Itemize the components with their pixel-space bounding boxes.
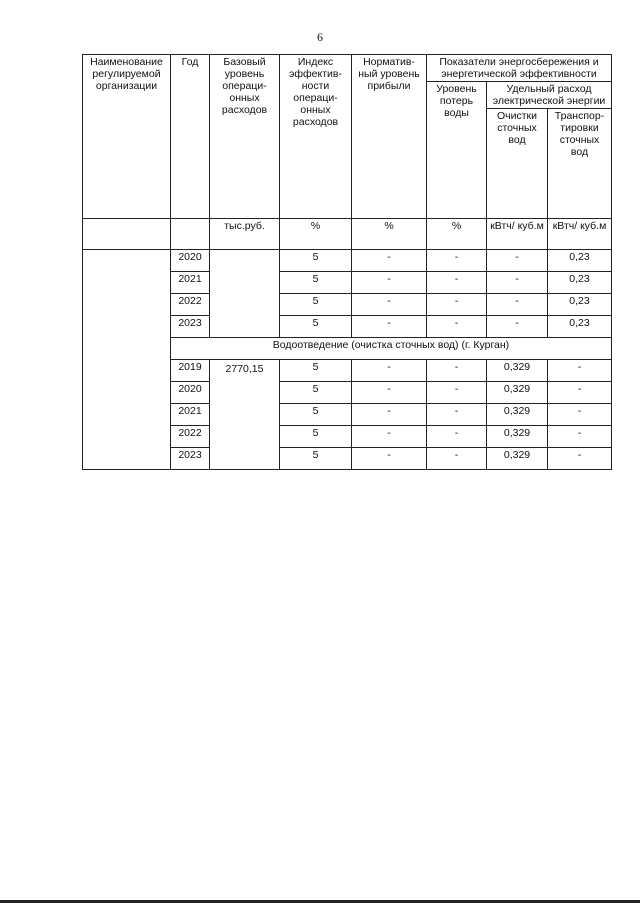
tariff-table [82, 54, 612, 470]
loss-level-cell: - [427, 272, 487, 294]
loss-level-cell: - [427, 382, 487, 404]
treatment-cell: 0,329 [487, 426, 548, 448]
transport-cell: 0,23 [548, 294, 612, 316]
section-title: Водоотведение (очистка сточных вод) (г. Курган) [171, 338, 612, 360]
year-cell: 2020 [171, 382, 210, 404]
efficiency-index-cell: 5 [280, 382, 352, 404]
profit-level-cell: - [352, 426, 427, 448]
header-profit-level: Норматив- ный уровень прибыли [352, 55, 427, 219]
year-cell: 2022 [171, 294, 210, 316]
loss-level-cell: - [427, 250, 487, 272]
unit-loss-level: % [427, 219, 487, 250]
org-cell [83, 250, 171, 470]
loss-level-cell: - [427, 360, 487, 382]
transport-cell: - [548, 448, 612, 470]
page-bottom-rule [0, 900, 640, 903]
year-cell: 2021 [171, 272, 210, 294]
loss-level-cell: - [427, 294, 487, 316]
transport-cell: - [548, 404, 612, 426]
efficiency-index-cell: 5 [280, 426, 352, 448]
profit-level-cell: - [352, 316, 427, 338]
transport-cell: - [548, 426, 612, 448]
base-costs-cell [210, 250, 280, 338]
header-wastewater-treatment: Очистки сточных вод [487, 109, 548, 219]
header-year: Год [171, 55, 210, 219]
profit-level-cell: - [352, 404, 427, 426]
header-org: Наименование регулируемой организации [83, 55, 171, 219]
transport-cell: 0,23 [548, 316, 612, 338]
profit-level-cell: - [352, 272, 427, 294]
year-cell: 2019 [171, 360, 210, 382]
loss-level-cell: - [427, 404, 487, 426]
unit-wastewater-transport: кВтч/ куб.м [548, 219, 612, 250]
header-efficiency-index: Индекс эффектив- ности операци- онных расходов [280, 55, 352, 219]
efficiency-index-cell: 5 [280, 360, 352, 382]
loss-level-cell: - [427, 426, 487, 448]
profit-level-cell: - [352, 250, 427, 272]
header-energy-group: Показатели энергосбережения и энергетической эффективности [427, 55, 612, 82]
page-number: 6 [317, 30, 323, 44]
year-cell: 2023 [171, 448, 210, 470]
profit-level-cell: - [352, 448, 427, 470]
transport-cell: - [548, 360, 612, 382]
transport-cell: 0,23 [548, 272, 612, 294]
unit-efficiency-index: % [280, 219, 352, 250]
loss-level-cell: - [427, 448, 487, 470]
loss-level-cell: - [427, 316, 487, 338]
treatment-cell: - [487, 294, 548, 316]
treatment-cell: - [487, 250, 548, 272]
unit-profit-level: % [352, 219, 427, 250]
profit-level-cell: - [352, 294, 427, 316]
transport-cell: - [548, 382, 612, 404]
transport-cell: 0,23 [548, 250, 612, 272]
header-base-costs: Базовый уровень операци- онных расходов [210, 55, 280, 219]
treatment-cell: - [487, 316, 548, 338]
header-row-1 [83, 55, 612, 82]
treatment-cell: 0,329 [487, 448, 548, 470]
treatment-cell: 0,329 [487, 382, 548, 404]
year-cell: 2023 [171, 316, 210, 338]
efficiency-index-cell: 5 [280, 404, 352, 426]
efficiency-index-cell: 5 [280, 250, 352, 272]
header-wastewater-transport: Транспор- тировки сточных вод [548, 109, 612, 219]
unit-base-costs: тыс.руб. [210, 219, 280, 250]
table-row [83, 250, 612, 272]
header-loss-level: Уровень потерь воды [427, 82, 487, 219]
year-cell: 2022 [171, 426, 210, 448]
year-cell: 2021 [171, 404, 210, 426]
header-specific-consumption: Удельный расход электрической энергии [487, 82, 612, 109]
units-row [83, 219, 612, 250]
efficiency-index-cell: 5 [280, 272, 352, 294]
year-cell: 2020 [171, 250, 210, 272]
base-costs-cell: 2770,15 [210, 360, 280, 470]
efficiency-index-cell: 5 [280, 294, 352, 316]
unit-wastewater-treatment: кВтч/ куб.м [487, 219, 548, 250]
treatment-cell: - [487, 272, 548, 294]
efficiency-index-cell: 5 [280, 448, 352, 470]
profit-level-cell: - [352, 360, 427, 382]
treatment-cell: 0,329 [487, 360, 548, 382]
profit-level-cell: - [352, 382, 427, 404]
efficiency-index-cell: 5 [280, 316, 352, 338]
treatment-cell: 0,329 [487, 404, 548, 426]
